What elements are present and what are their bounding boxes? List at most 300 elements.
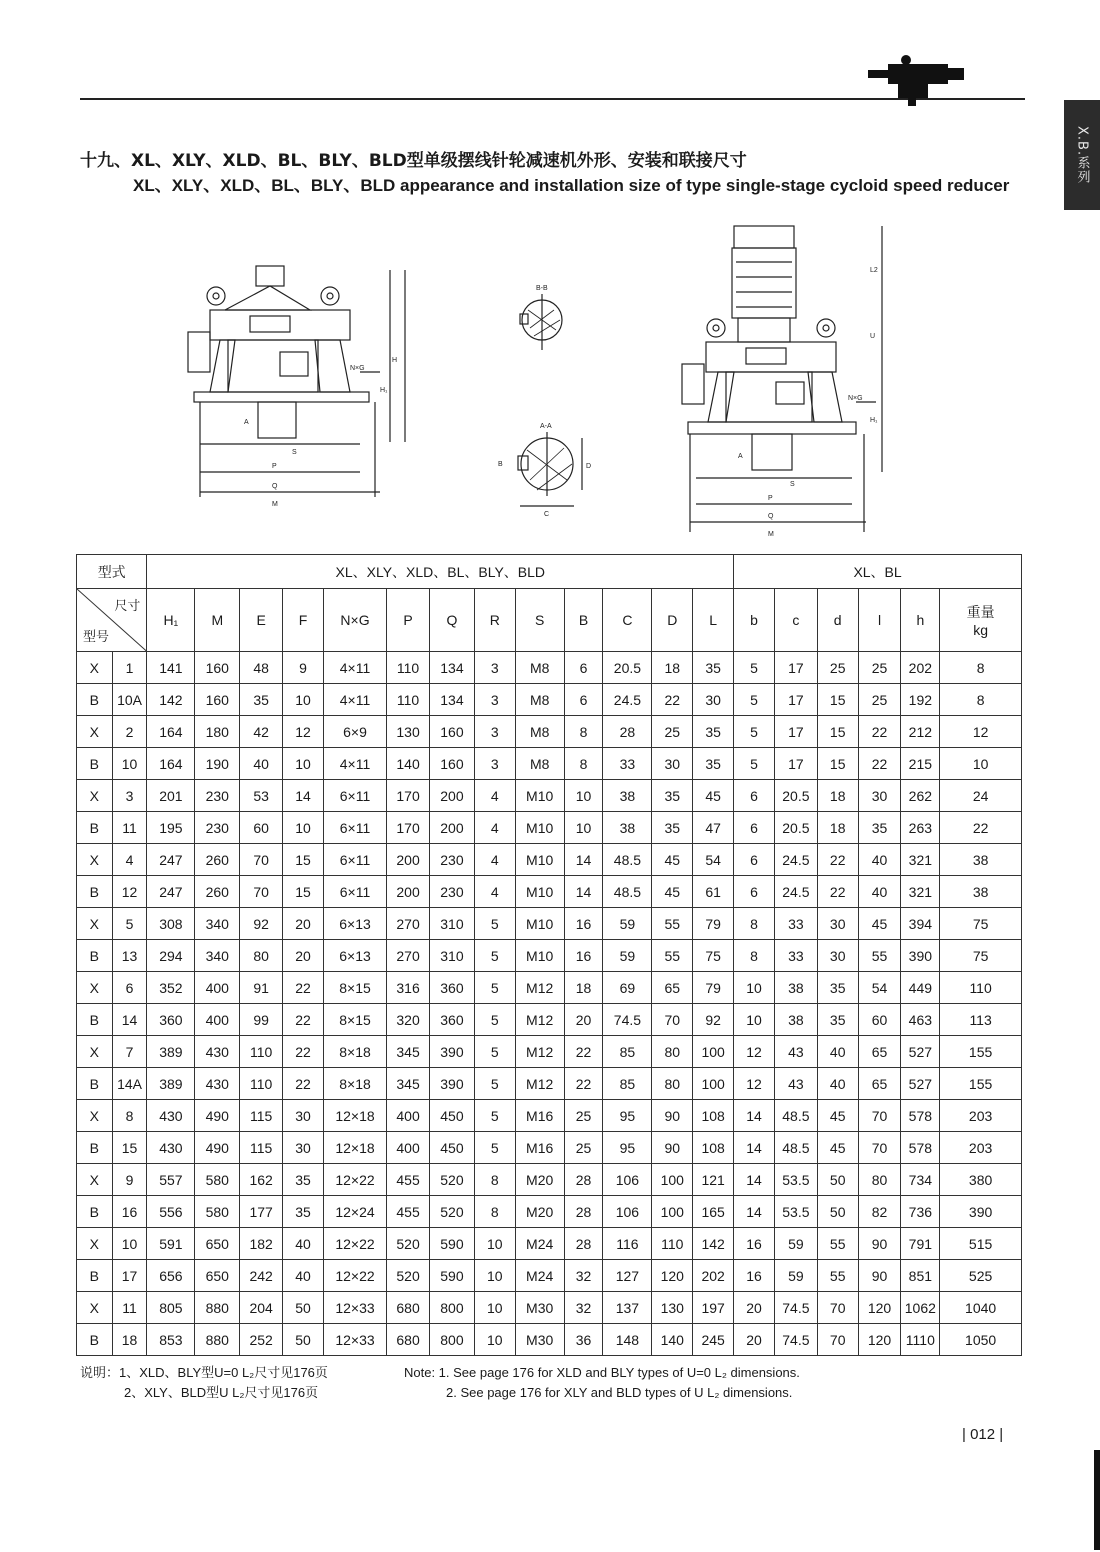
table-cell: 55 xyxy=(652,940,693,972)
table-cell: 38 xyxy=(603,812,652,844)
table-cell: 160 xyxy=(429,748,474,780)
table-row xyxy=(77,972,1022,1004)
table-cell: X xyxy=(77,1100,113,1132)
table-cell: 10 xyxy=(112,1228,147,1260)
table-cell: 12×18 xyxy=(323,1132,386,1164)
corner-bottom-label: 型号 xyxy=(83,629,110,644)
table-cell: 100 xyxy=(693,1068,734,1100)
table-cell: 108 xyxy=(693,1100,734,1132)
table-cell: M30 xyxy=(515,1324,564,1356)
table-cell: M10 xyxy=(515,812,564,844)
table-cell: 38 xyxy=(774,972,817,1004)
table-cell: 6 xyxy=(564,652,603,684)
table-cell: 9 xyxy=(283,652,324,684)
table-cell: 1 xyxy=(112,652,147,684)
section-bb-drawing xyxy=(500,280,590,360)
table-cell: 4 xyxy=(474,844,515,876)
col-header: c xyxy=(774,589,817,652)
label-h1: H₁ xyxy=(380,387,388,394)
table-cell: B xyxy=(77,1260,113,1292)
table-cell: 75 xyxy=(940,908,1022,940)
table-cell: 22 xyxy=(283,1004,324,1036)
table-cell: 99 xyxy=(240,1004,283,1036)
table-row xyxy=(77,1068,1022,1100)
table-cell: M20 xyxy=(515,1164,564,1196)
table-cell: 880 xyxy=(195,1292,240,1324)
table-cell: 247 xyxy=(147,876,195,908)
table-cell: 20 xyxy=(283,940,324,972)
table-cell: 40 xyxy=(283,1260,324,1292)
table-cell: 28 xyxy=(564,1196,603,1228)
table-cell: 20 xyxy=(734,1324,775,1356)
table-cell: 734 xyxy=(901,1164,940,1196)
table-cell: 85 xyxy=(603,1036,652,1068)
table-cell: 14 xyxy=(734,1196,775,1228)
table-cell: 262 xyxy=(901,780,940,812)
table-cell: 120 xyxy=(858,1292,901,1324)
table-cell: 16 xyxy=(734,1260,775,1292)
table-cell: 450 xyxy=(429,1100,474,1132)
table-cell: 12×33 xyxy=(323,1292,386,1324)
table-cell: 8×18 xyxy=(323,1068,386,1100)
table-cell: 12 xyxy=(940,716,1022,748)
table-cell: 59 xyxy=(603,940,652,972)
table-cell: 851 xyxy=(901,1260,940,1292)
table-cell: 74.5 xyxy=(603,1004,652,1036)
table-cell: 15 xyxy=(283,876,324,908)
table-cell: 38 xyxy=(774,1004,817,1036)
table-cell: M12 xyxy=(515,972,564,1004)
table-row xyxy=(77,1004,1022,1036)
table-cell: 17 xyxy=(112,1260,147,1292)
table-cell: 130 xyxy=(652,1292,693,1324)
table-cell: 35 xyxy=(283,1164,324,1196)
table-cell: 165 xyxy=(693,1196,734,1228)
table-cell: 360 xyxy=(429,1004,474,1036)
table-cell: 5 xyxy=(734,716,775,748)
table-cell: 203 xyxy=(940,1100,1022,1132)
table-cell: 80 xyxy=(858,1164,901,1196)
table-cell: 449 xyxy=(901,972,940,1004)
table-cell: 140 xyxy=(387,748,430,780)
table-cell: 30 xyxy=(693,684,734,716)
table-cell: 160 xyxy=(429,716,474,748)
table-cell: 24.5 xyxy=(603,684,652,716)
table-cell: 45 xyxy=(817,1132,858,1164)
svg-text:M: M xyxy=(768,531,774,538)
table-cell: 43 xyxy=(774,1068,817,1100)
table-cell: 30 xyxy=(817,940,858,972)
table-cell: 10 xyxy=(283,748,324,780)
svg-text:B-B: B-B xyxy=(536,285,548,292)
table-cell: 1110 xyxy=(901,1324,940,1356)
table-cell: 880 xyxy=(195,1324,240,1356)
table-cell: 5 xyxy=(734,684,775,716)
table-cell: 17 xyxy=(774,652,817,684)
table-cell: 230 xyxy=(429,844,474,876)
table-cell: 6 xyxy=(564,684,603,716)
table-cell: 59 xyxy=(603,908,652,940)
svg-text:S: S xyxy=(790,481,795,488)
table-cell: B xyxy=(77,1196,113,1228)
table-cell: 260 xyxy=(195,876,240,908)
table-cell: 4×11 xyxy=(323,652,386,684)
table-cell: 591 xyxy=(147,1228,195,1260)
table-cell: 455 xyxy=(387,1164,430,1196)
col-header: d xyxy=(817,589,858,652)
table-cell: 12×22 xyxy=(323,1164,386,1196)
col-header: P xyxy=(387,589,430,652)
table-cell: 200 xyxy=(387,844,430,876)
table-cell: 70 xyxy=(817,1324,858,1356)
table-cell: 16 xyxy=(564,940,603,972)
table-cell: B xyxy=(77,812,113,844)
page-number: | 012 | xyxy=(962,1426,1004,1443)
table-cell: 7 xyxy=(112,1036,147,1068)
table-cell: 36 xyxy=(564,1324,603,1356)
table-cell: M10 xyxy=(515,940,564,972)
table-cell: 390 xyxy=(940,1196,1022,1228)
col-header: h xyxy=(901,589,940,652)
table-cell: 170 xyxy=(387,812,430,844)
label-a: A xyxy=(244,419,249,426)
table-cell: 3 xyxy=(474,716,515,748)
table-cell: 55 xyxy=(817,1260,858,1292)
col-header: B xyxy=(564,589,603,652)
table-cell: 85 xyxy=(603,1068,652,1100)
col-header: F xyxy=(283,589,324,652)
table-cell: 22 xyxy=(817,876,858,908)
table-cell: 164 xyxy=(147,748,195,780)
table-cell: 5 xyxy=(474,1004,515,1036)
label-p: P xyxy=(272,463,277,470)
table-cell: 4 xyxy=(474,876,515,908)
table-cell: M24 xyxy=(515,1260,564,1292)
table-cell: 35 xyxy=(652,812,693,844)
table-cell: 127 xyxy=(603,1260,652,1292)
table-cell: 20 xyxy=(564,1004,603,1036)
table-cell: 8 xyxy=(940,652,1022,684)
table-cell: 4 xyxy=(474,780,515,812)
table-cell: 17 xyxy=(774,684,817,716)
table-cell: 80 xyxy=(652,1036,693,1068)
table-cell: 8 xyxy=(564,716,603,748)
table-cell: 556 xyxy=(147,1196,195,1228)
col-header: L xyxy=(693,589,734,652)
table-cell: 40 xyxy=(817,1036,858,1068)
table-row xyxy=(77,1292,1022,1324)
table-cell: 650 xyxy=(195,1228,240,1260)
table-cell: 22 xyxy=(283,1036,324,1068)
table-cell: 35 xyxy=(693,748,734,780)
col-header: b xyxy=(734,589,775,652)
table-cell: 10 xyxy=(283,812,324,844)
type-label: 型式 xyxy=(77,555,147,589)
table-cell: 310 xyxy=(429,908,474,940)
table-cell: 110 xyxy=(387,652,430,684)
table-cell: 3 xyxy=(474,652,515,684)
table-cell: 12×33 xyxy=(323,1324,386,1356)
table-cell: 33 xyxy=(603,748,652,780)
table-cell: 360 xyxy=(429,972,474,1004)
table-cell: M10 xyxy=(515,780,564,812)
table-cell: 12 xyxy=(283,716,324,748)
table-cell: 69 xyxy=(603,972,652,1004)
table-row xyxy=(77,1100,1022,1132)
table-cell: X xyxy=(77,1228,113,1260)
table-cell: 6 xyxy=(734,844,775,876)
table-cell: 580 xyxy=(195,1196,240,1228)
table-cell: 197 xyxy=(693,1292,734,1324)
table-cell: 650 xyxy=(195,1260,240,1292)
table-cell: 35 xyxy=(858,812,901,844)
table-cell: M8 xyxy=(515,716,564,748)
table-cell: 45 xyxy=(693,780,734,812)
table-cell: 14A xyxy=(112,1068,147,1100)
table-cell: 164 xyxy=(147,716,195,748)
table-cell: 294 xyxy=(147,940,195,972)
table-cell: 345 xyxy=(387,1036,430,1068)
col-header: N×G xyxy=(323,589,386,652)
table-cell: 100 xyxy=(652,1164,693,1196)
table-cell: 800 xyxy=(429,1292,474,1324)
notes-english xyxy=(404,1363,800,1403)
table-cell: 2 xyxy=(112,716,147,748)
table-cell: 60 xyxy=(240,812,283,844)
svg-text:B: B xyxy=(498,461,503,468)
table-cell: 10 xyxy=(734,1004,775,1036)
table-cell: 25 xyxy=(817,652,858,684)
col-header: C xyxy=(603,589,652,652)
table-cell: 4 xyxy=(112,844,147,876)
table-cell: M12 xyxy=(515,1036,564,1068)
table-cell: M8 xyxy=(515,652,564,684)
table-cell: 22 xyxy=(817,844,858,876)
table-cell: 463 xyxy=(901,1004,940,1036)
table-cell: 30 xyxy=(817,908,858,940)
table-cell: 10 xyxy=(474,1260,515,1292)
table-cell: 390 xyxy=(429,1036,474,1068)
table-cell: 242 xyxy=(240,1260,283,1292)
table-cell: X xyxy=(77,1292,113,1324)
table-row xyxy=(77,1196,1022,1228)
table-cell: 40 xyxy=(283,1228,324,1260)
table-cell: 120 xyxy=(652,1260,693,1292)
table-cell: 25 xyxy=(858,652,901,684)
table-cell: 20.5 xyxy=(774,780,817,812)
table-row xyxy=(77,780,1022,812)
table-cell: X xyxy=(77,1164,113,1196)
table-cell: 515 xyxy=(940,1228,1022,1260)
table-cell: 203 xyxy=(940,1132,1022,1164)
table-cell: 316 xyxy=(387,972,430,1004)
table-cell: 12×18 xyxy=(323,1100,386,1132)
table-cell: 108 xyxy=(693,1132,734,1164)
table-cell: 160 xyxy=(195,652,240,684)
table-cell: 106 xyxy=(603,1196,652,1228)
table-cell: 28 xyxy=(564,1228,603,1260)
table-cell: 54 xyxy=(693,844,734,876)
table-cell: 390 xyxy=(429,1068,474,1100)
title-chinese: 十九、XL、XLY、XLD、BL、BLY、BLD型单级摆线针轮减速机外形、安装和联接尺寸 xyxy=(80,151,747,171)
table-cell: 30 xyxy=(283,1100,324,1132)
table-cell: X xyxy=(77,1036,113,1068)
table-row xyxy=(77,1132,1022,1164)
table-cell: B xyxy=(77,1324,113,1356)
col-header: E xyxy=(240,589,283,652)
table-cell: 791 xyxy=(901,1228,940,1260)
table-cell: 42 xyxy=(240,716,283,748)
table-cell: 18 xyxy=(112,1324,147,1356)
table-cell: 35 xyxy=(283,1196,324,1228)
table-row xyxy=(77,812,1022,844)
table-cell: 15 xyxy=(817,748,858,780)
table-cell: 48.5 xyxy=(774,1100,817,1132)
table-row xyxy=(77,716,1022,748)
table-cell: 389 xyxy=(147,1036,195,1068)
table-cell: 345 xyxy=(387,1068,430,1100)
table-cell: 142 xyxy=(693,1228,734,1260)
table-cell: 40 xyxy=(817,1068,858,1100)
table-cell: 352 xyxy=(147,972,195,1004)
group2-header: XL、BL xyxy=(734,555,1022,589)
table-cell: 16 xyxy=(564,908,603,940)
table-cell: 61 xyxy=(693,876,734,908)
table-cell: 43 xyxy=(774,1036,817,1068)
table-cell: 12 xyxy=(112,876,147,908)
table-row xyxy=(77,940,1022,972)
table-cell: 142 xyxy=(147,684,195,716)
table-cell: 394 xyxy=(901,908,940,940)
table-cell: 5 xyxy=(474,1132,515,1164)
table-cell: 680 xyxy=(387,1292,430,1324)
table-cell: 18 xyxy=(817,780,858,812)
table-cell: 520 xyxy=(387,1260,430,1292)
table-cell: 430 xyxy=(147,1132,195,1164)
series-side-tab: X.B.系列 xyxy=(1064,100,1100,210)
table-cell: 14 xyxy=(112,1004,147,1036)
table-cell: 90 xyxy=(652,1100,693,1132)
table-cell: 14 xyxy=(734,1132,775,1164)
table-cell: 17 xyxy=(774,716,817,748)
table-cell: 70 xyxy=(652,1004,693,1036)
table-cell: 48 xyxy=(240,652,283,684)
table-cell: 8 xyxy=(474,1196,515,1228)
table-cell: 82 xyxy=(858,1196,901,1228)
table-cell: 212 xyxy=(901,716,940,748)
svg-text:P: P xyxy=(768,495,773,502)
table-cell: 70 xyxy=(240,844,283,876)
table-cell: M16 xyxy=(515,1100,564,1132)
table-cell: 680 xyxy=(387,1324,430,1356)
table-cell: 79 xyxy=(693,972,734,1004)
table-cell: 853 xyxy=(147,1324,195,1356)
table-cell: 35 xyxy=(652,780,693,812)
table-cell: 8 xyxy=(940,684,1022,716)
table-cell: 230 xyxy=(429,876,474,908)
table-cell: 180 xyxy=(195,716,240,748)
table-cell: 162 xyxy=(240,1164,283,1196)
table-cell: X xyxy=(77,844,113,876)
table-cell: 33 xyxy=(774,940,817,972)
table-cell: 520 xyxy=(429,1164,474,1196)
table-cell: M10 xyxy=(515,844,564,876)
table-cell: 450 xyxy=(429,1132,474,1164)
table-cell: 100 xyxy=(652,1196,693,1228)
table-cell: 15 xyxy=(817,684,858,716)
table-cell: 8 xyxy=(474,1164,515,1196)
table-cell: 55 xyxy=(652,908,693,940)
table-cell: 5 xyxy=(474,1100,515,1132)
table-cell: 578 xyxy=(901,1100,940,1132)
table-row xyxy=(77,844,1022,876)
table-cell: 4×11 xyxy=(323,748,386,780)
table-cell: 400 xyxy=(195,972,240,1004)
drawing-horizontal-reducer xyxy=(180,262,420,512)
table-cell: 11 xyxy=(112,812,147,844)
table-cell: 28 xyxy=(564,1164,603,1196)
table-cell: 25 xyxy=(564,1132,603,1164)
table-cell: 14 xyxy=(734,1100,775,1132)
col-header: l xyxy=(858,589,901,652)
table-cell: 5 xyxy=(734,652,775,684)
table-cell: 110 xyxy=(387,684,430,716)
table-cell: 14 xyxy=(283,780,324,812)
table-cell: 17 xyxy=(774,748,817,780)
table-cell: X xyxy=(77,652,113,684)
table-cell: 35 xyxy=(693,716,734,748)
table-cell: 70 xyxy=(858,1100,901,1132)
table-cell: 32 xyxy=(564,1260,603,1292)
table-cell: 200 xyxy=(429,780,474,812)
table-cell: 656 xyxy=(147,1260,195,1292)
table-cell: 800 xyxy=(429,1324,474,1356)
table-cell: 321 xyxy=(901,844,940,876)
table-cell: 65 xyxy=(652,972,693,1004)
table-cell: 8×18 xyxy=(323,1036,386,1068)
table-cell: 50 xyxy=(283,1292,324,1324)
table-cell: 35 xyxy=(240,684,283,716)
table-cell: 53.5 xyxy=(774,1164,817,1196)
table-cell: 33 xyxy=(774,908,817,940)
table-cell: 10 xyxy=(474,1324,515,1356)
table-cell: 6 xyxy=(734,876,775,908)
table-cell: 247 xyxy=(147,844,195,876)
table-cell: 121 xyxy=(693,1164,734,1196)
table-cell: 22 xyxy=(858,748,901,780)
table-cell: 70 xyxy=(240,876,283,908)
table-cell: M20 xyxy=(515,1196,564,1228)
table-row xyxy=(77,1036,1022,1068)
table-cell: 16 xyxy=(734,1228,775,1260)
table-cell: 320 xyxy=(387,1004,430,1036)
table-cell: 263 xyxy=(901,812,940,844)
table-cell: 6×11 xyxy=(323,844,386,876)
table-cell: 75 xyxy=(940,940,1022,972)
table-cell: 25 xyxy=(652,716,693,748)
table-cell: 74.5 xyxy=(774,1324,817,1356)
label-q: Q xyxy=(272,483,278,490)
table-row xyxy=(77,748,1022,780)
corner-top-label: 尺寸 xyxy=(114,598,141,613)
table-cell: 22 xyxy=(283,1068,324,1100)
reducer-logo-icon xyxy=(858,46,968,106)
table-cell: B xyxy=(77,1004,113,1036)
table-cell: 5 xyxy=(112,908,147,940)
table-row xyxy=(77,1228,1022,1260)
table-cell: 47 xyxy=(693,812,734,844)
table-cell: 252 xyxy=(240,1324,283,1356)
